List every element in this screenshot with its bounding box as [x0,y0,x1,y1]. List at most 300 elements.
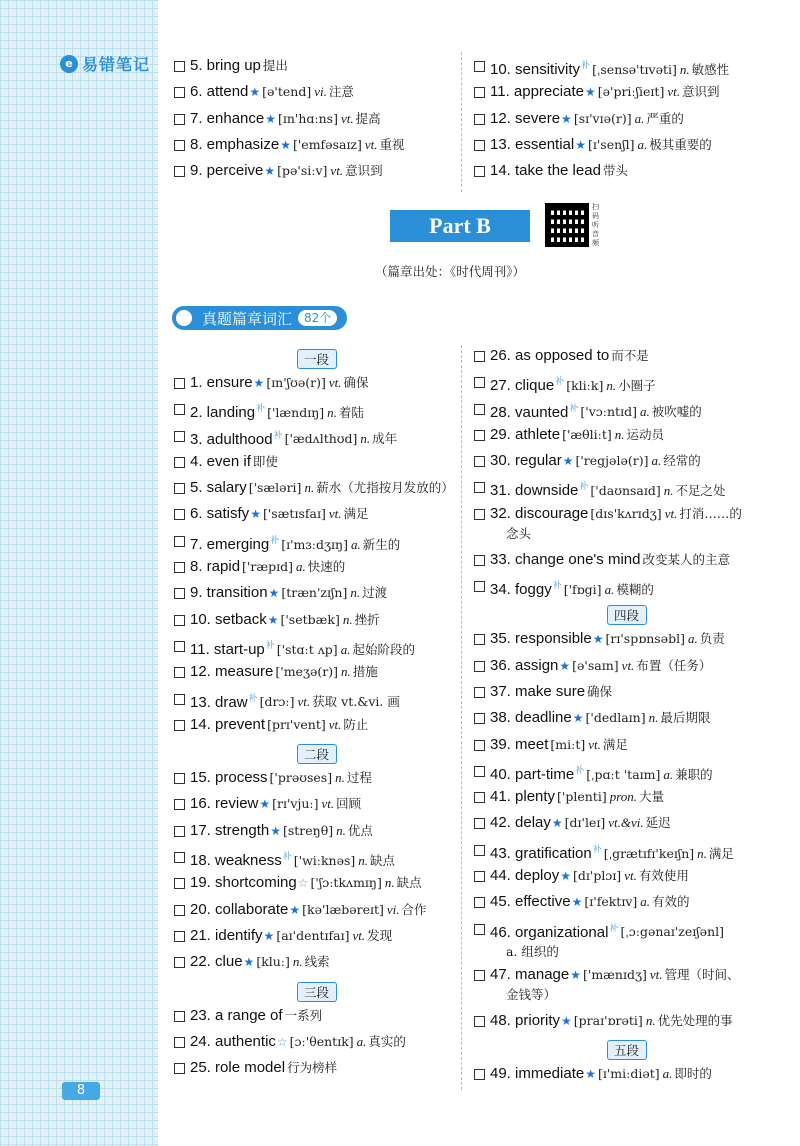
phonetic: [ɪ'mɜːdʒɪŋ] [281,536,348,552]
vocab-entry [474,372,779,398]
checkbox[interactable] [174,404,185,415]
vocab-entry-body [490,735,628,755]
checkbox[interactable] [474,871,485,882]
part-title: Part B [390,210,530,242]
part-of-speech: vt. [340,110,354,126]
phonetic: [prɪ'vent] [267,716,326,732]
definition: 满足 [708,845,734,861]
definition: 发现 [367,927,393,943]
checkbox[interactable] [474,61,485,72]
phonetic: [ə'saɪn] [572,657,619,673]
part-of-speech: n. [663,483,674,499]
phonetic: ['dedlaɪn] [585,710,646,726]
checkbox[interactable] [174,457,185,468]
vocab-entry [474,576,779,602]
vocab-entry-body [190,926,392,946]
checkbox[interactable] [174,852,185,863]
checkbox[interactable] [174,483,185,494]
phonetic: [ə'priːʃieɪt] [597,84,665,100]
checkbox[interactable] [174,799,185,810]
definition: 即使 [252,453,278,469]
vocab-entry [174,109,449,135]
vocab-entry-body [490,919,724,963]
vocab-entry [174,689,459,715]
part-of-speech: vi. [314,84,327,100]
supplement-mark-icon: 补 [592,844,602,855]
part-of-speech: vt. [328,375,342,390]
vocab-entry [474,1064,779,1090]
vocab-entry [174,583,459,609]
vocab-headword: 14. prevent [190,715,266,733]
vocab-entry [474,787,779,813]
vocab-entry [174,952,459,978]
vocab-list-s1 [174,373,459,741]
checkbox[interactable] [474,87,485,98]
star-icon: ★ [561,111,572,126]
phonetic: [ɔː'θentɪk] [289,1033,354,1049]
vocab-entry-body [490,346,649,366]
vocab-entry [474,477,779,503]
definition: 运动员 [626,426,665,442]
vocab-headword: 40. part-time [490,765,575,783]
definition: 起始阶段的 [352,641,415,657]
vocab-entry-body [190,399,364,423]
checkbox[interactable] [474,845,485,856]
vocab-headword: 10. sensitivity [490,60,581,78]
vocab-entry-body [490,451,701,471]
vocab-headword: 49. immediate [490,1064,585,1082]
source-note: （篇章出处：《时代周刊》） [374,264,525,279]
phonetic: ['sætɪsfaɪ] [262,506,326,522]
checkbox[interactable] [174,509,185,520]
definition: 优先处理的事 [657,1012,733,1028]
checkbox[interactable] [174,166,185,177]
vocab-entry-body [490,1011,733,1031]
checkbox[interactable] [474,482,485,493]
checkbox[interactable] [474,1016,485,1027]
star-icon: ★ [584,85,596,100]
vocab-headword: 44. deploy [490,867,560,885]
vocab-headword: 41. plenty [490,788,556,806]
vocab-headword: 33. change one's mind [490,550,641,568]
definition: 即时的 [674,1065,712,1081]
vocab-headword: 37. make sure [490,682,586,700]
checkbox[interactable] [474,766,485,777]
checkbox[interactable] [474,404,485,415]
phonetic: [pə'siːv] [277,163,328,179]
checkbox[interactable] [174,720,185,731]
phonetic: [kə'læbəreɪt] [302,901,384,917]
definition: 成年 [372,431,398,447]
part-of-speech: a. [639,404,650,420]
checkbox[interactable] [474,351,485,362]
vocab-headword: 14. take the lead [490,162,601,180]
part-of-speech: n. [342,611,353,627]
part-of-speech: vt. [321,796,335,812]
vocab-headword: 8. rapid [190,558,241,576]
definition: 意识到 [681,84,720,100]
part-of-speech: a. [340,641,351,657]
vocab-entry [474,135,774,161]
vocab-entry-body [490,840,734,864]
star-icon: ★ [562,454,574,469]
checkbox[interactable] [474,114,485,125]
supplement-mark-icon: 补 [609,923,619,934]
star-icon: ★ [572,711,584,726]
star-icon: ★ [263,928,275,943]
part-of-speech: n. [327,405,337,421]
vocab-entry-body [190,504,368,524]
star-icon: ★ [265,111,276,126]
checkbox[interactable] [174,1037,185,1048]
checkbox[interactable] [174,641,185,652]
phonetic: ['fɒgi] [563,581,602,597]
vocab-entry-body [490,813,671,833]
vocab-headword: 3. adulthood [190,430,273,448]
checkbox[interactable] [174,957,185,968]
vocab-headword: 39. meet [490,735,549,753]
vocab-entry [474,1011,779,1037]
phonetic: ['sæləri] [248,480,302,496]
checkbox[interactable] [174,1011,185,1022]
definition: 防止 [343,716,369,732]
vocab-headword: 27. clique [490,377,555,395]
vocab-headword: 6. attend [190,83,249,101]
vocab-entry-body [490,135,712,155]
phonetic: [praɪ'ɒrəti] [573,1012,643,1028]
definition: 兼职的 [675,766,713,782]
definition: 最后期限 [660,710,711,726]
phonetic: [kluː] [256,954,290,970]
vocab-headword: 36. assign [490,656,559,674]
checkbox[interactable] [474,581,485,592]
phonetic: [dɪ'plɔɪ] [573,868,622,884]
checkbox[interactable] [174,562,185,573]
phonetic: ['daʊnsaɪd] [590,483,661,499]
star-icon: ★ [560,869,571,884]
checkbox[interactable] [474,377,485,388]
supplement-mark-icon: 补 [256,404,266,415]
magnifier-icon [172,306,196,330]
vocab-entry-body [190,662,378,682]
vocab-headword: 32. discourage [490,504,589,522]
segment-label-4: 四段 [607,605,647,625]
vocab-main-left [174,346,459,1084]
checkbox[interactable] [474,634,485,645]
definition: 获取 vt.&vi. 画 [312,694,400,710]
vocab-entry-body [490,550,730,570]
vocab-entry-body [190,952,330,972]
part-of-speech: pron. [609,789,638,805]
vocab-entry-body [190,109,381,129]
checkbox[interactable] [474,687,485,698]
vocab-entry-body [190,557,345,577]
vocab-entry-body [190,56,288,76]
definition: 回顾 [336,796,362,812]
definition: 确保 [587,683,613,699]
part-of-speech: n. [335,770,345,786]
qr-label: 扫码听音频 [592,203,599,247]
vocab-entry [474,708,779,734]
checkbox[interactable] [474,456,485,467]
checkbox[interactable] [474,555,485,566]
part-of-speech: vt. [664,505,678,521]
column-divider-top [461,52,462,192]
phonetic: [ɪ'fektɪv] [584,894,638,910]
vocab-headword: 12. measure [190,663,274,681]
checkbox[interactable] [174,140,185,151]
checkbox[interactable] [474,661,485,672]
phonetic: [miːt] [550,736,586,752]
vocab-entry [474,399,779,425]
vocab-entry [174,557,459,583]
vocab-list-s4 [474,629,779,1037]
vocab-headword: 6. satisfy [190,505,250,523]
checkbox[interactable] [474,792,485,803]
vocab-entry [474,840,779,866]
star-icon: ☆ [276,1034,288,1049]
vocab-entry-body [190,636,415,660]
definition: 满足 [343,506,369,522]
definition: 新生的 [362,536,401,552]
star-icon: ★ [267,612,279,627]
part-of-speech: n. [645,1012,656,1028]
star-icon: ★ [561,1013,572,1028]
definition: 满足 [602,736,628,752]
vocab-headword: 21. identify [190,926,263,944]
definition: 负责 [699,631,725,647]
phonetic: [ɪn'ʃʊə(r)] [266,375,326,390]
vocab-entry [174,821,459,847]
checkbox[interactable] [474,713,485,724]
vocab-entry [474,892,779,918]
vocab-list-top-right [474,56,774,187]
vocab-entry [174,1058,459,1084]
vocab-entry-body [490,629,725,649]
part-of-speech: vt. [588,736,601,752]
vocab-headword: 17. strength [190,821,270,839]
part-of-speech: a. [637,136,648,152]
definition: 模糊的 [616,581,654,597]
vocab-entry [474,656,779,682]
part-of-speech: n. [679,61,690,77]
definition: 布置（任务） [636,657,712,673]
supplement-mark-icon: 补 [552,581,562,592]
part-of-speech: vt. [649,966,663,982]
star-icon: ★ [264,164,276,179]
vocab-entry [174,662,459,688]
vocab-entry [174,426,459,452]
star-icon: ★ [253,376,265,390]
definition-continued: a. 组织的 [506,944,559,960]
checkbox[interactable] [174,878,185,889]
star-icon: ★ [259,797,271,812]
vocab-headword: 26. as opposed to [490,347,610,364]
vocab-entry-body [190,1032,406,1052]
star-icon: ★ [280,137,291,152]
definition: 合作 [401,901,427,917]
checkbox[interactable] [174,667,185,678]
vocab-entry [474,161,774,187]
qr-code-icon[interactable] [545,203,589,247]
checkbox[interactable] [174,773,185,784]
vocab-headword: 24. authentic [190,1032,276,1050]
checkbox[interactable] [174,931,185,942]
vocab-entry-body [190,768,372,788]
definition: 注意 [328,84,354,100]
vocab-headword: 1. ensure [190,374,253,391]
checkbox[interactable] [174,431,185,442]
phonetic: [drɔː] [259,694,295,710]
checkbox[interactable] [474,897,485,908]
star-icon: ★ [270,823,281,838]
vocab-entry-body [490,82,719,102]
phonetic: [ə'tend] [262,84,312,100]
part-of-speech: n. [648,710,659,726]
vocab-entry-body [190,135,405,155]
definition: 线索 [304,954,330,970]
phonetic: [ˌɔːgənaɪ'zeɪʃənl] [620,924,724,940]
vocab-headword: 23. a range of [190,1006,283,1024]
vocab-list-s3-left [174,1006,459,1085]
definition-continued: 金钱等） [506,986,557,1002]
definition: 行为榜样 [287,1060,338,1076]
vocab-headword: 28. vaunted [490,403,569,421]
vocab-entry [174,1032,459,1058]
vocab-headword: 25. role model [190,1059,286,1077]
vocab-list-s5 [474,1064,779,1090]
vocab-headword: 19. shortcoming [190,874,297,892]
vocab-entry [174,768,459,794]
section-title-bar [186,306,347,330]
checkbox[interactable] [474,924,485,935]
definition: 打消……的 [679,505,742,521]
supplement-mark-icon: 补 [581,61,591,71]
star-icon: ★ [289,902,301,917]
definition: 延迟 [645,815,671,831]
checkbox[interactable] [174,588,185,599]
vocab-entry [174,478,459,504]
checkbox[interactable] [174,87,185,98]
left-grid-margin [0,0,158,1146]
checkbox[interactable] [174,826,185,837]
checkbox[interactable] [174,378,185,389]
vocab-entry [174,900,459,926]
vocab-entry-body [190,847,395,871]
part-of-speech: a. [662,1065,673,1081]
definition: 管理（时间、 [664,966,740,982]
supplement-mark-icon: 补 [569,403,579,414]
vocab-headword: 10. setback [190,610,267,628]
segment-label-5: 五段 [607,1040,647,1060]
star-icon: ☆ [297,876,309,891]
phonetic: [kliːk] [566,378,604,394]
vocab-entry-body [490,965,740,1005]
phonetic: ['regjələ(r)] [575,453,649,469]
checkbox[interactable] [474,818,485,829]
checkbox[interactable] [474,166,485,177]
vocab-entry-body [490,787,664,807]
phonetic: ['setbæk] [280,611,340,627]
phonetic: [rɪ'spɒnsəbl] [605,631,685,647]
star-icon: ★ [592,632,604,647]
definition: 一系列 [284,1007,323,1023]
vocab-entry [474,550,779,576]
vocab-entry [174,56,449,82]
vocab-entry [474,761,779,787]
part-of-speech: n. [350,585,361,601]
checkbox[interactable] [174,536,185,547]
definition: 措施 [352,664,378,680]
vocab-headword: 13. essential [490,135,575,153]
checkbox[interactable] [174,1063,185,1074]
vocab-headword: 31. downside [490,482,579,500]
vocab-entry-body [490,682,612,702]
part-of-speech: vt. [328,506,342,522]
part-of-speech: n. [336,822,346,838]
checkbox[interactable] [474,509,485,520]
definition: 薪水（尤指按月发放的） [316,480,454,496]
vocab-entry [174,452,459,478]
checkbox[interactable] [474,430,485,441]
checkbox[interactable] [174,694,185,705]
vocab-headword: 5. salary [190,479,247,497]
vocab-entry [174,373,459,399]
phonetic: [rɪ'vjuː] [272,796,319,812]
phonetic: ['ædʌlthʊd] [284,431,358,447]
star-icon: ★ [585,1066,596,1081]
part-of-speech: vt.&vi. [608,815,644,831]
checkbox[interactable] [474,970,485,981]
definition: 极其重要的 [649,136,712,152]
vocab-entry [474,866,779,892]
part-of-speech: n. [358,852,369,868]
vocab-entry-body [190,610,380,630]
vocab-entry-body [190,873,422,893]
vocab-entry [474,813,779,839]
vocab-entry [174,636,459,662]
vocab-headword: 9. transition [190,584,268,602]
checkbox[interactable] [474,140,485,151]
checkbox[interactable] [474,740,485,751]
definition: 确保 [343,375,369,390]
vocab-entry-body [490,504,742,544]
phonetic: ['plenti] [557,789,607,805]
checkbox[interactable] [474,1069,485,1080]
vocab-entry-body [490,1064,712,1084]
checkbox[interactable] [174,114,185,125]
vocab-entry-body [490,109,684,129]
vocab-headword: 48. priority [490,1011,561,1029]
vocab-headword: 9. perceive [190,162,264,180]
vocab-headword: 42. delay [490,814,551,832]
brand-text: 易错笔记 [82,55,151,74]
column-divider-main [461,345,462,1090]
vocab-headword: 5. bring up [190,57,261,74]
checkbox[interactable] [174,905,185,916]
definition: 着陆 [338,405,364,421]
vocab-entry [174,715,459,741]
vocab-headword: 7. enhance [190,109,265,127]
checkbox[interactable] [174,61,185,72]
vocab-headword: 11. start-up [190,640,265,658]
vocab-entry-body [490,425,664,445]
part-of-speech: a. [295,559,306,575]
phonetic: [streŋθ] [282,822,334,838]
definition: 有效的 [652,894,690,910]
checkbox[interactable] [174,615,185,626]
vocab-headword: 20. collaborate [190,900,289,918]
